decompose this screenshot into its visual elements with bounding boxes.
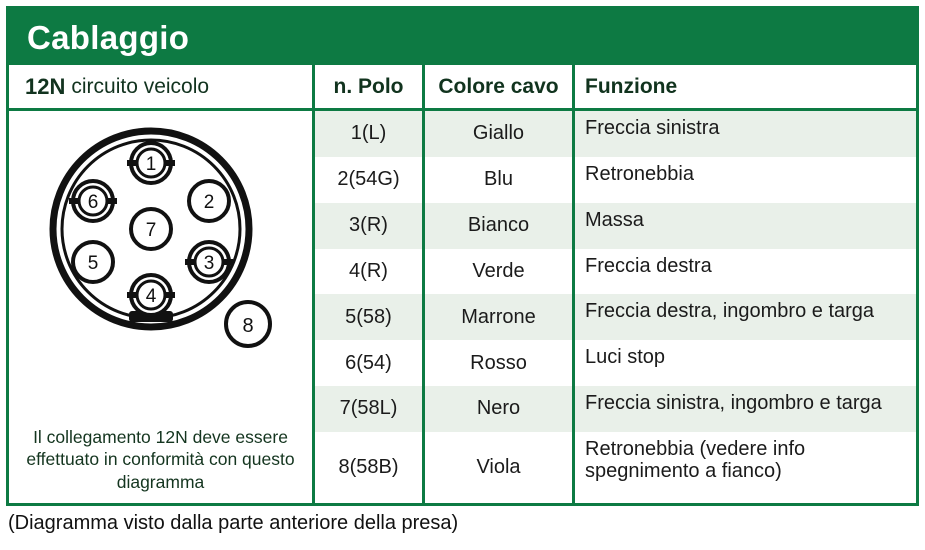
pin-4 <box>127 275 175 315</box>
cell-function: Freccia sinistra <box>585 117 720 139</box>
column-header-pole: n. Polo <box>315 65 425 108</box>
svg-text:2: 2 <box>203 192 215 213</box>
cell-pole: 2(54G) <box>315 157 425 203</box>
svg-text:4: 4 <box>145 286 157 307</box>
cell-pole: 6(54) <box>315 340 425 386</box>
cell-function: Massa <box>585 208 644 231</box>
cell-pole: 5(58) <box>315 294 425 340</box>
pin-7 <box>131 209 171 249</box>
table-row <box>315 157 916 203</box>
svg-text:3: 3 <box>203 253 215 274</box>
table-row <box>315 340 916 386</box>
socket-diagram-area <box>9 111 312 503</box>
diagram-caption: (Diagramma visto dalla parte anteriore della presa) <box>8 512 459 534</box>
table-row <box>315 249 916 295</box>
cell-color: Rosso <box>425 340 575 386</box>
table-row <box>315 203 916 249</box>
table-row <box>315 111 916 157</box>
pin-2 <box>189 181 229 221</box>
cell-pole: 3(R) <box>315 203 425 249</box>
table-row <box>315 386 916 432</box>
svg-text:1: 1 <box>145 154 157 175</box>
table-body <box>315 111 916 503</box>
pin-8 <box>226 302 270 346</box>
cell-color: Blu <box>425 157 575 203</box>
wiring-table <box>315 65 916 503</box>
cell-pole: 8(58B) <box>315 432 425 503</box>
cell-function: Freccia sinistra, ingombro e targa <box>585 392 882 415</box>
cell-function: Luci stop <box>585 346 666 369</box>
cablaggio-panel <box>6 6 919 506</box>
svg-text:5: 5 <box>87 253 99 274</box>
table-header-row <box>315 65 916 111</box>
pin-5 <box>73 242 113 282</box>
cell-function: Freccia destra <box>585 254 712 277</box>
cell-color: Viola <box>425 432 575 503</box>
svg-text:6: 6 <box>87 192 99 213</box>
socket-diagram-icon <box>45 123 273 351</box>
left-heading-code: 12N <box>25 73 66 99</box>
cell-color: Marrone <box>425 294 575 340</box>
left-column <box>9 65 315 503</box>
left-heading-text: circuito veicolo <box>71 74 210 98</box>
table-row <box>315 432 916 503</box>
column-header-function: Funzione <box>585 74 678 98</box>
diagram-note: Il collegamento 12N deve essere effettuato in conformità con questo diagramma <box>26 426 295 492</box>
page-title: Cablaggio <box>27 18 190 56</box>
cell-pole: 7(58L) <box>315 386 425 432</box>
cell-function: Retronebbia <box>585 162 694 185</box>
cell-pole: 1(L) <box>315 111 425 157</box>
cell-color: Nero <box>425 386 575 432</box>
svg-text:7: 7 <box>145 220 157 241</box>
cell-function: Retronebbia (vedere info spegnimento a fianco) <box>585 437 806 483</box>
column-header-color: Colore cavo <box>425 65 575 108</box>
cell-function: Freccia destra, ingombro e targa <box>585 300 875 323</box>
pin-3 <box>185 242 233 282</box>
cell-color: Verde <box>425 249 575 295</box>
cell-color: Giallo <box>425 111 575 157</box>
table-row <box>315 294 916 340</box>
cell-color: Bianco <box>425 203 575 249</box>
panel-title-bar <box>9 9 916 65</box>
left-column-heading <box>9 65 312 111</box>
pin-6 <box>69 181 117 221</box>
panel-body <box>9 65 916 503</box>
svg-text:8: 8 <box>242 315 254 337</box>
pin-1 <box>127 143 175 183</box>
cell-pole: 4(R) <box>315 249 425 295</box>
